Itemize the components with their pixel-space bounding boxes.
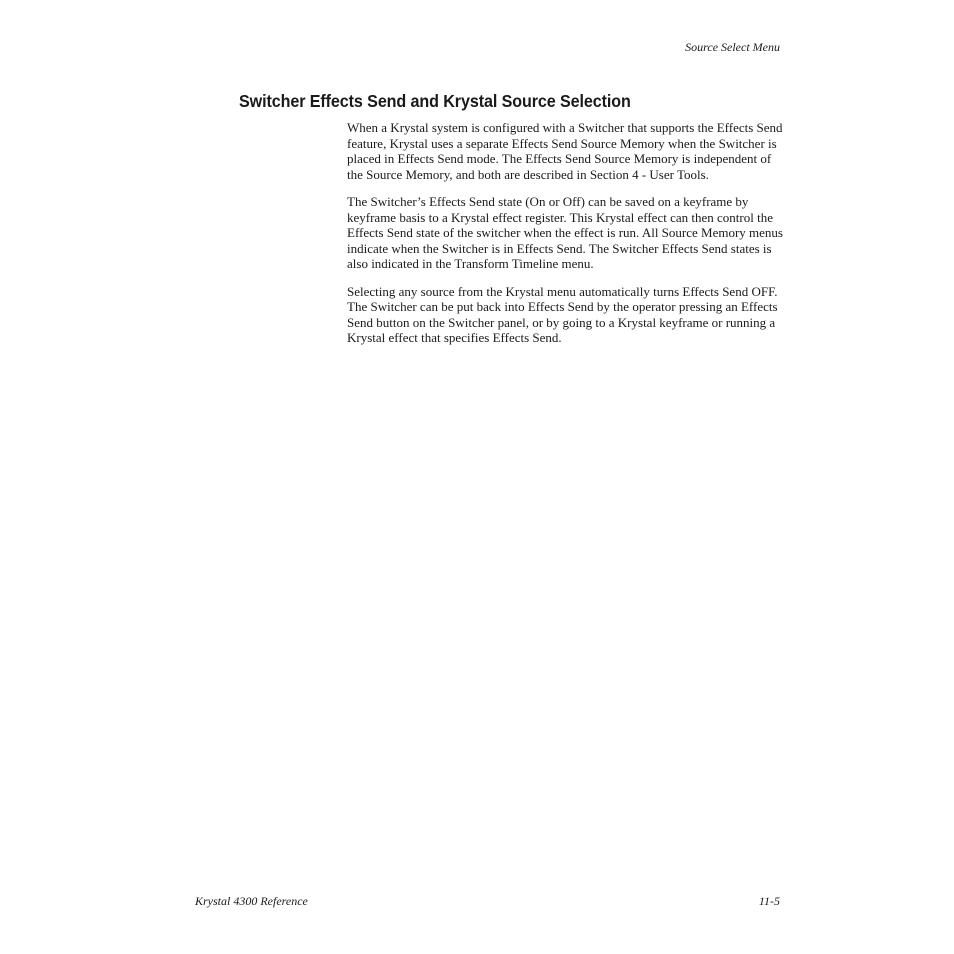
paragraph-1: When a Krystal system is configured with a Switcher that supports the Effects Send feature, Krystal uses a separate Effects Send Source Memory when the Switcher is placed in Effects Send mode. The Effects Send Source Memory is independent of the Source Memory, and both are described in Section 4 - User Tools. [347, 120, 783, 182]
footer-page-number: 11-5 [758, 894, 780, 908]
running-header: Source Select Menu [685, 40, 780, 54]
paragraph-3: Selecting any source from the Krystal menu automatically turns Effects Send OFF. The Switcher can be put back into Effects Send by the operator pressing an Effects Send button on the Switcher panel, or by going to a Krystal keyframe or running a Krystal effect that specifies Effects Send. [347, 283, 778, 345]
section-body [347, 120, 787, 358]
section-heading: Switcher Effects Send and Krystal Source Selection [239, 91, 631, 111]
paragraph-2: The Switcher’s Effects Send state (On or Off) can be saved on a keyframe by keyframe basis to a Krystal effect register. This Krystal effect can then control the Effects Send state of the switcher when the effect is run. All Source Memory menus indicate when the Switcher is in Effects Send. The Switcher Effects Send states is also indicated in the Transform Timeline menu. [347, 194, 783, 271]
footer-manual-title: Krystal 4300 Reference [195, 894, 308, 908]
